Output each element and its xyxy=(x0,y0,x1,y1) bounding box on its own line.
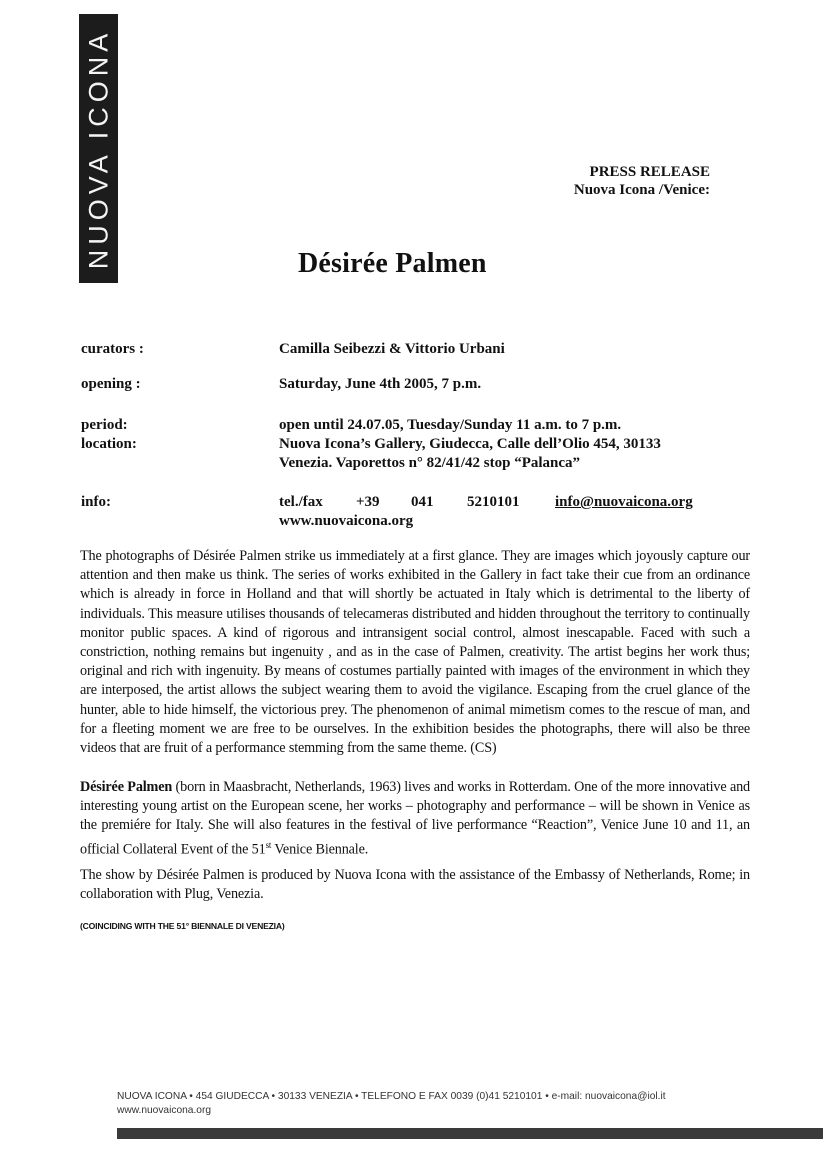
website-link[interactable]: www.nuovaicona.org xyxy=(279,513,414,529)
artist-name: Désirée Palmen xyxy=(80,779,173,795)
logo-text: NUOVA ICONA xyxy=(83,28,113,269)
press-release-label: PRESS RELEASE xyxy=(589,164,710,180)
nuova-icona-logo xyxy=(79,14,118,283)
body-paragraph-1: The photographs of Désirée Palmen strike us immediately at a first glance. They are images which joyously capture our attention and then make us think. The series of works exhibited in the Gallery in fact take their cue from an ordinance which is already in force in Holland and that will shortly be actuated in Italy which is detrimental to the liberty of individuals. This measure utilises thousands of telecameras distributed and hidden throughout the territory to continually monitor public spaces. A kind of rigorous and intransigent social control, almost inescapable. Faced with such a constriction, nothing remains but ingenuity , and as in the case of Palmen, creativity. The artist begins her work thus; original and rich with ingenuity. By means of costumes partially painted with images of the environment in which they are interposed, the artist allows the subject wearing them to avoid the vigilance. Escaping from the cruel glance of the hunter, able to hide himself, the victorious prey. The phenomenon of animal mimetism comes to the rescue of man, and for a fleeting moment we are free to be ourselves. In the exhibition besides the photographs, there will also be three videos that are fruit of a performance stemming from the same theme. (CS) xyxy=(80,548,750,757)
coinciding-note: (COINCIDING WITH THE 51° BIENNALE DI VENEZIA) xyxy=(80,921,285,931)
footer-address: NUOVA ICONA • 454 GIUDECCA • 30133 VENEZIA • TELEFONO E FAX 0039 (0)41 5210101 • e-mail: nuovaicona@iol.it xyxy=(117,1091,666,1102)
contact-values xyxy=(279,493,719,531)
location-label: location: xyxy=(81,436,137,452)
press-release-header xyxy=(574,163,710,199)
opening-value: Saturday, June 4th 2005, 7 p.m. xyxy=(279,376,482,392)
location-line-1: Nuova Icona’s Gallery, Giudecca, Calle dell’Olio 454, 30133 xyxy=(279,436,661,452)
period-label: period: xyxy=(81,417,128,433)
tel-number: 5210101 xyxy=(467,494,520,510)
period-value: open until 24.07.05, Tuesday/Sunday 11 a.m. to 7 p.m. xyxy=(279,417,622,433)
tel-area: 041 xyxy=(411,494,434,510)
curators-value: Camilla Seibezzi & Vittorio Urbani xyxy=(279,341,505,357)
footer-bar xyxy=(117,1128,823,1139)
tel-row xyxy=(279,493,719,512)
footer xyxy=(117,1090,767,1118)
paragraph-2-superscript: st xyxy=(265,839,272,850)
opening-label: opening : xyxy=(81,376,141,392)
paragraph-2-text-a: (born in Maasbracht, Netherlands, 1963) lives and works in Rotterdam. One of the more innovative and interesting young artist on the European scene, her works – photography and performance – will be shown in Venice as the premiére for Italy. She will also features in the festival of live performance “Reaction”, Venice June 10 and 11, an official Collateral Event of the 51 xyxy=(80,779,750,858)
paragraph-2-text-b: Venice Biennale. xyxy=(271,841,369,858)
curators-label: curators : xyxy=(81,341,144,357)
press-release-subtitle: Nuova Icona /Venice: xyxy=(573,182,710,198)
body-paragraph-3: The show by Désirée Palmen is produced by Nuova Icona with the assistance of the Embassy of Netherlands, Rome; in collaboration with Plug, Venezia. xyxy=(80,867,750,903)
location-line-2: Venezia. Vaporettos n° 82/41/42 stop “Palanca” xyxy=(279,455,581,471)
tel-prefix: +39 xyxy=(356,494,380,510)
tel-label: tel./fax xyxy=(279,494,323,510)
page-title: Désirée Palmen xyxy=(298,248,487,279)
body-paragraph-2 xyxy=(80,778,750,860)
period-location-values xyxy=(279,416,661,473)
email-link[interactable]: info@nuovaicona.org xyxy=(555,494,693,510)
footer-website[interactable]: www.nuovaicona.org xyxy=(117,1105,212,1116)
info-label: info: xyxy=(81,494,111,510)
